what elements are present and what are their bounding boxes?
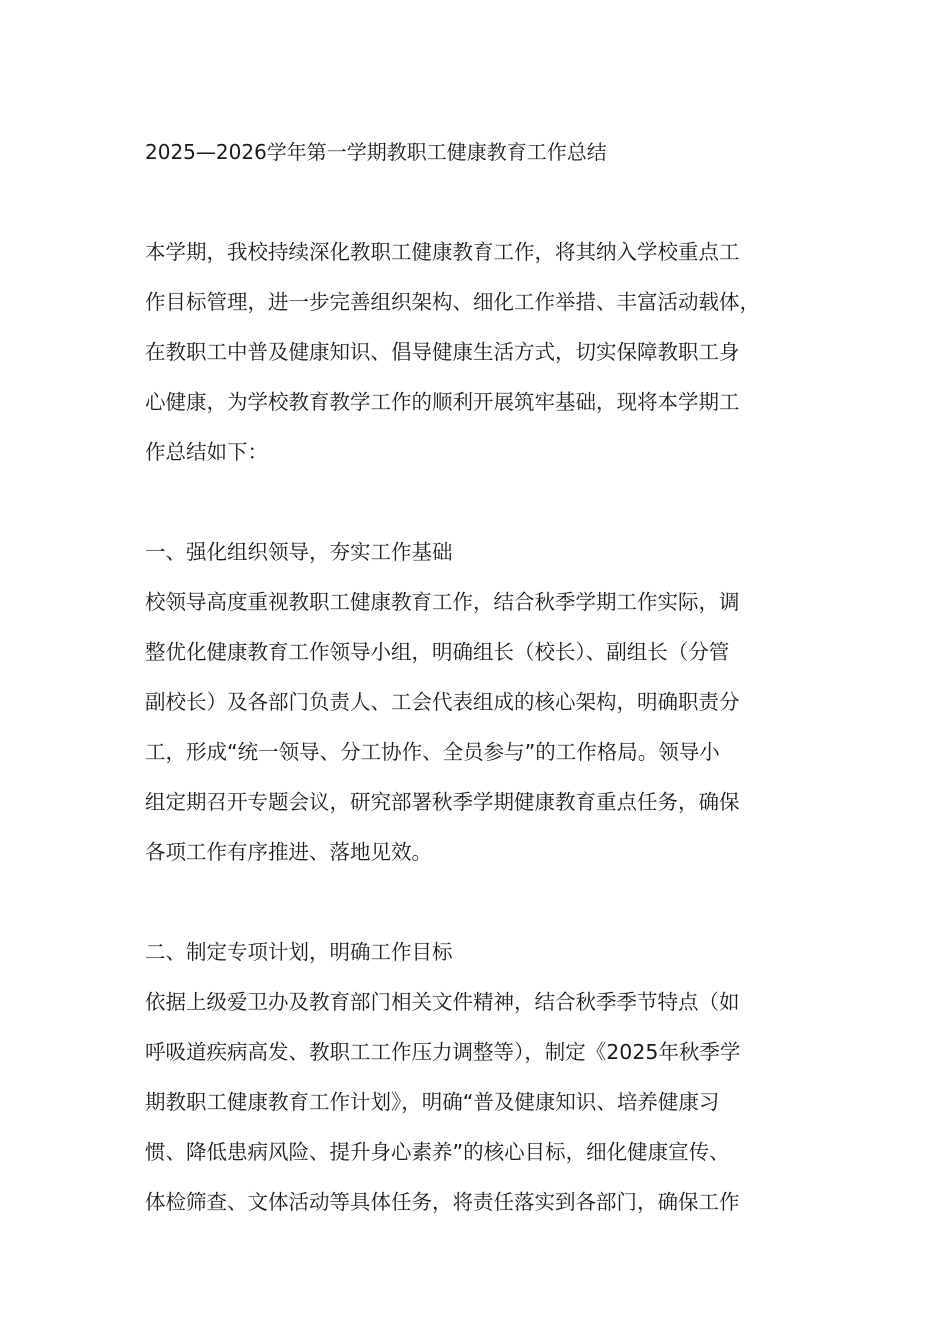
section-line: 校领导高度重视教职工健康教育工作，结合秋季学期工作实际，调 <box>145 590 740 614</box>
section-heading: 二、制定专项计划，明确工作目标 <box>145 940 453 964</box>
intro-line: 作目标管理，进一步完善组织架构、细化工作举措、丰富活动载体， <box>145 290 760 314</box>
section-heading: 一、强化组织领导，夯实工作基础 <box>145 540 453 564</box>
section-line: 体检筛查、文体活动等具体任务，将责任落实到各部门，确保工作 <box>145 1190 740 1214</box>
intro-line: 在教职工中普及健康知识、倡导健康生活方式，切实保障教职工身 <box>145 340 740 364</box>
section-line: 呼吸道疾病高发、教职工工作压力调整等），制定《2025年秋季学 <box>145 1040 741 1064</box>
section-line: 依据上级爱卫办及教育部门相关文件精神，结合秋季季节特点（如 <box>145 990 740 1014</box>
section-line: 惯、降低患病风险、提升身心素养”的核心目标，细化健康宣传、 <box>145 1140 730 1164</box>
section-line: 工，形成“统一领导、分工协作、全员参与”的工作格局。领导小 <box>145 740 720 764</box>
section-line: 各项工作有序推进、落地见效。 <box>145 840 432 864</box>
section-line: 副校长）及各部门负责人、工会代表组成的核心架构，明确职责分 <box>145 690 740 714</box>
intro-line: 作总结如下： <box>145 440 268 464</box>
intro-line: 本学期，我校持续深化教职工健康教育工作，将其纳入学校重点工 <box>145 240 740 264</box>
intro-line: 心健康，为学校教育教学工作的顺利开展筑牢基础，现将本学期工 <box>145 390 740 414</box>
document-title: 2025—2026学年第一学期教职工健康教育工作总结 <box>145 140 607 164</box>
section-line: 期教职工健康教育工作计划》，明确“普及健康知识、培养健康习 <box>145 1090 720 1114</box>
section-line: 整优化健康教育工作领导小组，明确组长（校长）、副组长（分管 <box>145 640 730 664</box>
section-line: 组定期召开专题会议，研究部署秋季学期健康教育重点任务，确保 <box>145 790 740 814</box>
